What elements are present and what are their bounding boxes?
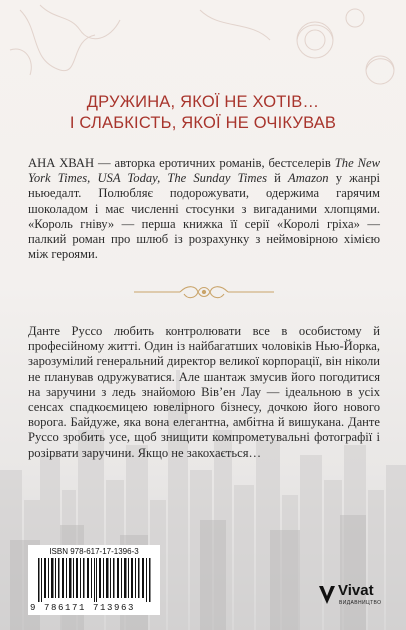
author-bio [28, 156, 380, 262]
tagline-line-2: І СЛАБКІСТЬ, ЯКОЇ НЕ ОЧІКУВАВ [69, 114, 337, 132]
barcode-digits: 9 786171 713963 [30, 603, 136, 613]
publisher-logo [318, 582, 388, 616]
author-bio-text-and: й [266, 171, 288, 186]
author-bio-text: АНА ХВАН — авторка еротичних романів, бестселерів [28, 156, 335, 170]
publisher-subtitle: ВИДАВНИЦТВО [339, 600, 382, 606]
author-bio-amazon: Amazon [288, 171, 329, 186]
vivat-logo-icon [318, 584, 336, 606]
barcode-bars [38, 558, 152, 602]
isbn-label: ISBN 978-617-17-1396-3 [49, 547, 139, 556]
tagline [0, 92, 406, 134]
barcode [28, 545, 160, 615]
tagline-line-1: ДРУЖИНА, ЯКОЇ НЕ ХОТІВ… [86, 93, 320, 111]
author-bio-text-rest: у жанрі ньюедалт. Полюбляє подорожувати, одержима гарячим шоколадом і має численні стосунки з вигаданими хлопцями. «Король гніву» — перша книжка її серії «Королі гріха» — палкий роман про шлюб із розрахунку з неймовірною хімією між героями. [28, 171, 380, 262]
ornament-divider-icon [132, 282, 276, 302]
publisher-name: Vivat [338, 582, 374, 599]
author-bio-newspapers: The New York Times, USA Today, The Sunday Times [28, 156, 380, 186]
book-blurb: Данте Руссо любить контролювати все в особистому й професійному житті. Один із найбагатших чоловіків Нью-Йорка, зарозумілий генеральний директор великої корпорації, він ніколи не планував одружуватися. Але шантаж змусив його погодитися на заручини з ледь знайомою Вів’ен Лау — ідеальною в усіх сенсах спадкоємицею ювелірного бізнесу, дочкою його нового ворога. Байдуже, яка вона елегантна, амбітна й вишукана. Данте Руссо зробить усе, щоб знищити компрометувальні фотографії і розірвати заручини. Якщо не закохається… [28, 324, 380, 460]
